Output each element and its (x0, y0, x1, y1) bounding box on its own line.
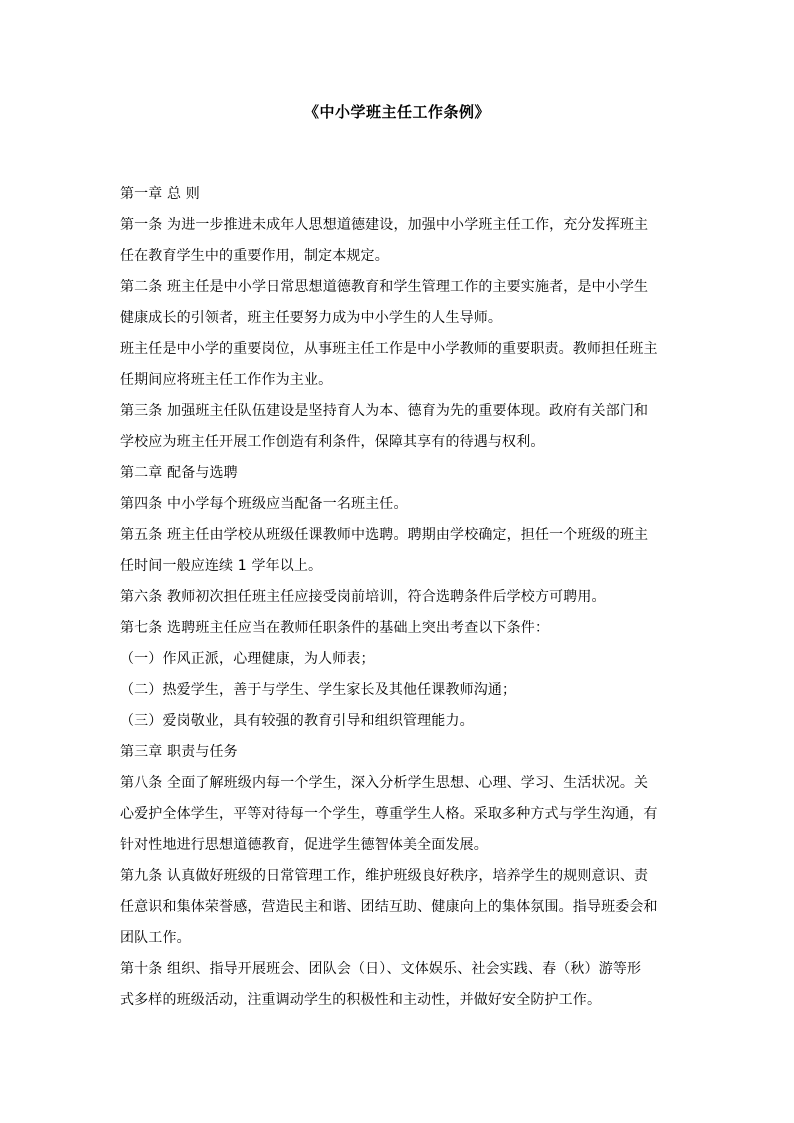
chapter-1-heading: 第一章 总 则 (120, 186, 200, 202)
article-7-item-3: （三）爱岗敬业，具有较强的教育引导和组织管理能力。 (120, 713, 474, 729)
document-title: 《中小学班主任工作条例》 (303, 103, 490, 121)
article-9-line-2: 任意识和集体荣誉感，营造民主和谐、团结互助、健康向上的集体氛围。指导班委会和 (120, 899, 658, 915)
article-7-item-2: （二）热爱学生，善于与学生、学生家长及其他任课教师沟通； (120, 682, 517, 698)
chapter-2-heading: 第二章 配备与选聘 (120, 465, 238, 481)
chapter-3-heading: 第三章 职责与任务 (120, 744, 238, 760)
article-8-line-1: 第八条 全面了解班级内每一个学生，深入分析学生思想、心理、学习、生活状况。关 (120, 775, 649, 791)
article-5-line-1: 第五条 班主任由学校从班级任课教师中选聘。聘期由学校确定，担任一个班级的班主 (120, 527, 649, 543)
article-8-line-2: 心爱护全体学生，平等对待每一个学生，尊重学生人格。采取多种方式与学生沟通，有 (120, 806, 658, 822)
article-7-item-1: （一）作风正派，心理健康，为人师表； (120, 651, 375, 667)
article-2-line-2: 健康成长的引领者，班主任要努力成为中小学生的人生导师。 (120, 310, 503, 326)
article-2-para-2-line-2: 任期间应将班主任工作作为主业。 (120, 372, 333, 388)
article-9-line-1: 第九条 认真做好班级的日常管理工作，维护班级良好秩序，培养学生的规则意识、责 (120, 868, 649, 884)
article-5-line-2: 任时间一般应连续 1 学年以上。 (120, 558, 323, 574)
article-9-line-3: 团队工作。 (120, 930, 191, 946)
article-3-line-1: 第三条 加强班主任队伍建设是坚持育人为本、德育为先的重要体现。政府有关部门和 (120, 403, 649, 419)
article-1-line-1: 第一条 为进一步推进未成年人思想道德建设，加强中小学班主任工作，充分发挥班主 (120, 217, 649, 233)
article-3-line-2: 学校应为班主任开展工作创造有利条件，保障其享有的待遇与权利。 (120, 434, 545, 450)
document-body (120, 179, 680, 1016)
article-1-line-2: 任在教育学生中的重要作用，制定本规定。 (120, 248, 389, 264)
article-8-line-3: 针对性地进行思想道德教育，促进学生德智体美全面发展。 (120, 837, 488, 853)
article-10-line-2: 式多样的班级活动，注重调动学生的积极性和主动性，并做好安全防护工作。 (120, 992, 602, 1008)
article-2-para-2-line-1: 班主任是中小学的重要岗位，从事班主任工作是中小学教师的重要职责。教师担任班主 (120, 341, 658, 357)
article-2-line-1: 第二条 班主任是中小学日常思想道德教育和学生管理工作的主要实施者，是中小学生 (120, 279, 649, 295)
article-10-line-1: 第十条 组织、指导开展班会、团队会（日）、文体娱乐、社会实践、春（秋）游等形 (120, 961, 642, 977)
article-4-line-1: 第四条 中小学每个班级应当配备一名班主任。 (120, 496, 408, 512)
article-6-line-1: 第六条 教师初次担任班主任应接受岗前培训，符合选聘条件后学校方可聘用。 (120, 589, 606, 605)
article-7-line-1: 第七条 选聘班主任应当在教师任职条件的基础上突出考查以下条件： (120, 620, 550, 636)
